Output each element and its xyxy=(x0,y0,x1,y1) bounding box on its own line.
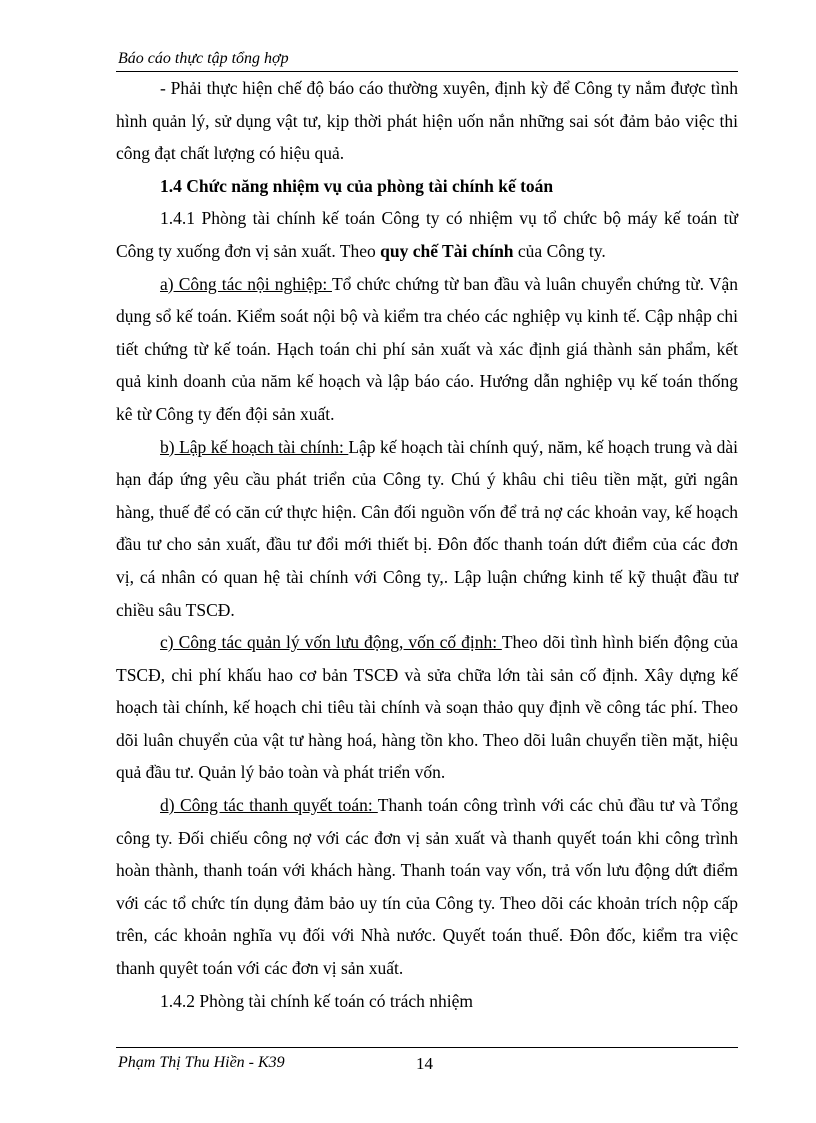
paragraph-a-internal-work xyxy=(116,268,738,431)
item-c-label: c) Công tác quản lý vốn lưu động, vốn cố định: xyxy=(160,632,502,653)
footer-divider xyxy=(116,1047,738,1048)
item-c-text: Theo dõi tình hình biến động của TSCĐ, chi phí khấu hao cơ bản TSCĐ và sửa chữa lớn tài sản cố định. Xây dựng kế hoạch tài chính, kế hoạch chi tiêu tài chính và soạn thảo quy định về công tác phí. Theo dõi luân chuyển của vật tư hàng hoá, hàng tồn kho. Theo dõi luân chuyển tiền mặt, hiệu quả đầu tư. Quản lý bảo toàn và phát triển vốn. xyxy=(116,632,738,783)
section-heading: 1.4 Chức năng nhiệm vụ của phòng tài chính kế toán xyxy=(160,175,554,196)
item-a-label: a) Công tác nội nghiệp: xyxy=(160,273,332,294)
item-b-text: Lập kế hoạch tài chính quý, năm, kế hoạch trung và dài hạn đáp ứng yêu cầu phát triển của Công ty. Chú ý khâu chi tiêu tiền mặt, gửi ngân hàng, thuế để có căn cứ thực hiện. Cân đối nguồn vốn để trả nợ các khoản vay, kế hoạch đầu tư cho sản xuất, đầu tư đổi mới thiết bị. Đôn đốc thanh toán dứt điểm của các đơn vị, cá nhân có quan hệ tài chính với Công ty,. Lập luận chứng kinh tế kỹ thuật đầu tư chiều sâu TSCĐ. xyxy=(116,436,738,620)
item-d-label: d) Công tác thanh quyết toán: xyxy=(160,795,378,816)
paragraph-reporting: - Phải thực hiện chế độ báo cáo thường xuyên, định kỳ để Công ty nắm được tình hình quản lý, sử dụng vật tư, kịp thời phát hiện uốn nắn những sai sót đảm bảo việc thi công đạt chất lượng có hiệu quả. xyxy=(116,78,738,164)
paragraph-1-4-1 xyxy=(116,202,738,267)
paragraph-b-financial-plan xyxy=(116,431,738,627)
document-body xyxy=(116,72,738,1017)
paragraph-d-settlement xyxy=(116,789,738,985)
footer-author: Phạm Thị Thu Hiền - K39 xyxy=(118,1054,285,1071)
paragraph-1-4-1-text: 1.4.1 Phòng tài chính kế toán Công ty có nhiệm vụ tổ chức bộ máy kế toán từ Công ty xuống đơn vị sản xuất. Theo xyxy=(116,208,738,261)
paragraph-c-capital-management xyxy=(116,626,738,789)
paragraph-1-4-1-tail: của Công ty. xyxy=(513,240,606,261)
page-number: 14 xyxy=(416,1054,433,1073)
paragraph-1-4-2: 1.4.2 Phòng tài chính kế toán có trách nhiệm xyxy=(160,990,473,1011)
item-a-text: Tổ chức chứng từ ban đầu và luân chuyển chứng từ. Vận dụng sổ kế toán. Kiểm soát nội bộ và kiểm tra chéo các nghiệp vụ kinh tế. Cập nhập chi tiết chứng từ kế toán. Hạch toán chi phí sản xuất và xác định giá thành sản phẩm, kết quả kinh doanh của năm kế hoạch và lập báo cáo. Hướng dẫn nghiệp vụ kế toán thống kê từ Công ty đến đội sản xuất. xyxy=(116,273,738,424)
item-b-label: b) Lập kế hoạch tài chính: xyxy=(160,436,349,457)
running-header: Báo cáo thực tập tổng hợp xyxy=(118,50,289,67)
regulation-term: quy chế Tài chính xyxy=(380,240,514,261)
item-d-text: Thanh toán công trình với các chủ đầu tư và Tổng công ty. Đối chiếu công nợ với các đơn vị sản xuất và thanh quyết toán khi công trình hoàn thành, thanh toán với khách hàng. Thanh toán vay vốn, trả vốn lưu động dứt điểm với các tổ chức tín dụng đảm bảo uy tín của Công ty. Theo dõi các khoản trích nộp cấp trên, các khoản nghĩa vụ đối với Nhà nước. Quyết toán thuế. Đôn đốc, kiểm tra việc thanh quyêt toán với các đơn vị sản xuất. xyxy=(116,795,738,979)
